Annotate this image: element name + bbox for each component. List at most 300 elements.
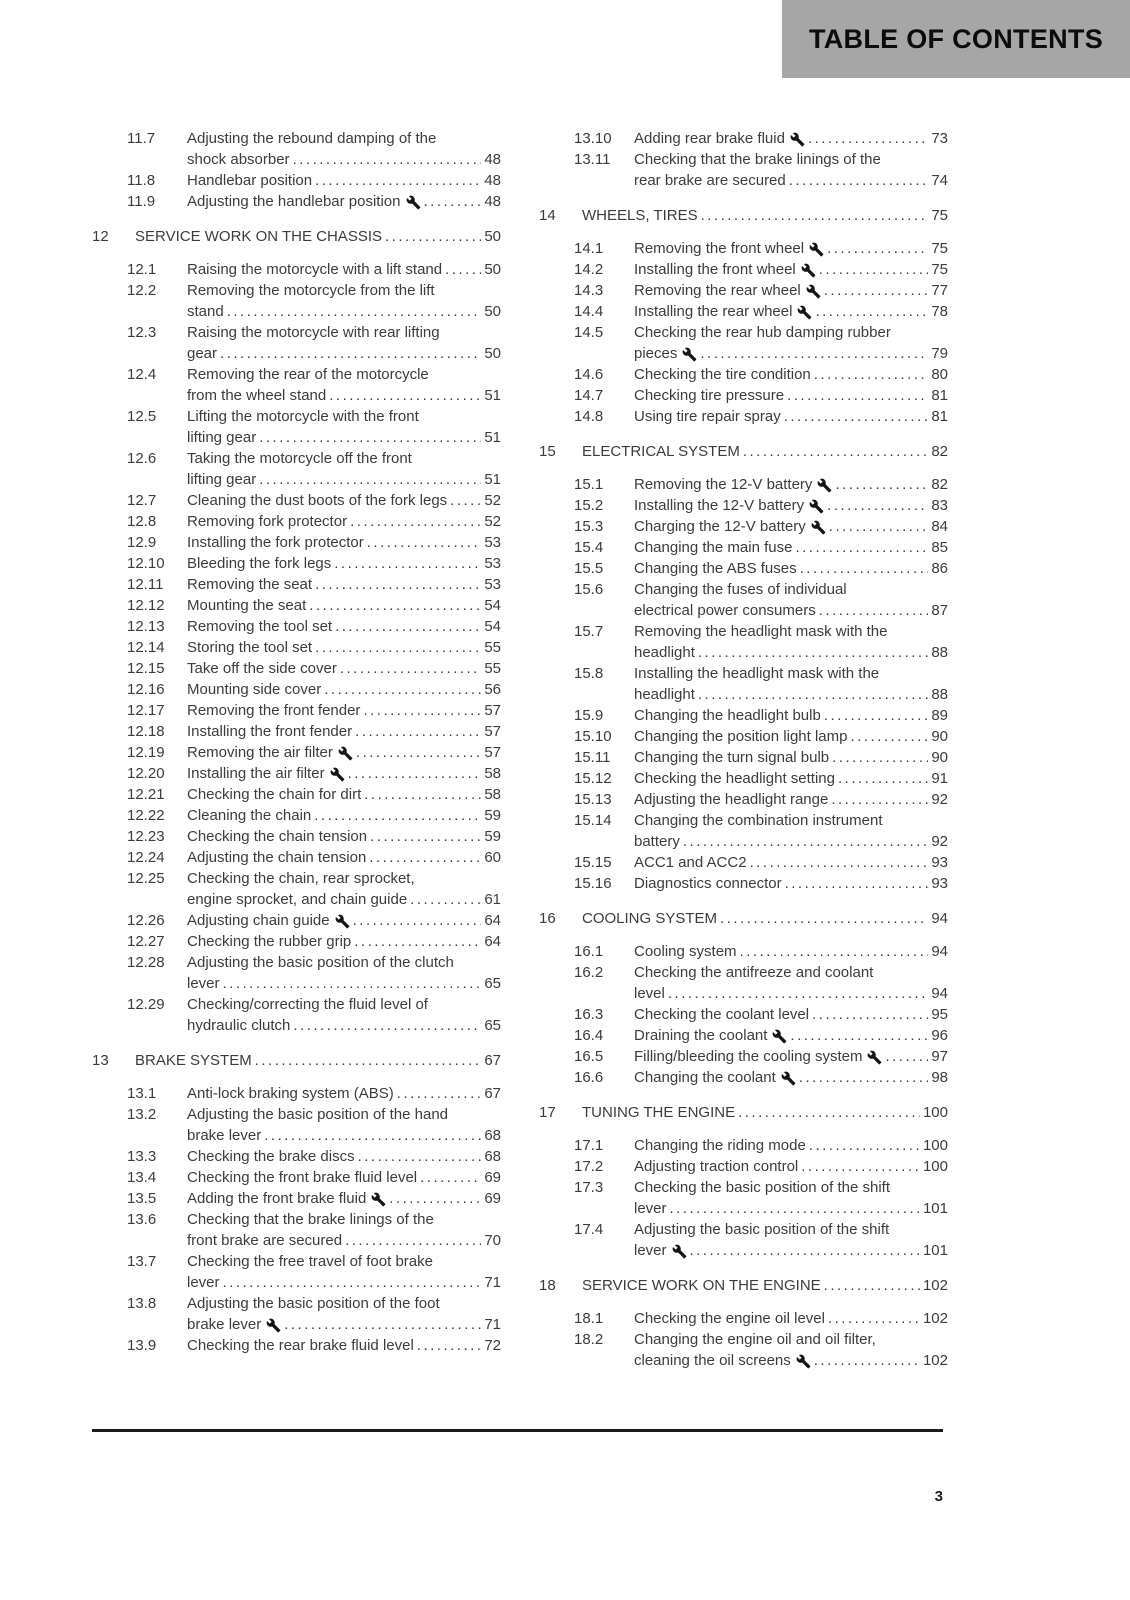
entry-last-line [187, 553, 501, 574]
entry-last-line [187, 679, 501, 700]
entry-last-line [187, 511, 501, 532]
toc-item-row [127, 280, 501, 322]
entry-number: 11.8 [127, 172, 156, 189]
toc-item-row [127, 637, 501, 658]
toc-item-row [574, 873, 948, 894]
toc-item-row [574, 789, 948, 810]
toc-item-row [574, 1025, 948, 1046]
entry-page: 102 [922, 1352, 948, 1369]
entry-body [582, 205, 948, 226]
entry-body [187, 511, 501, 532]
entry-page: 53 [484, 555, 501, 572]
entry-last-line [634, 170, 948, 191]
entry-body [634, 579, 948, 621]
entry-page: 52 [484, 492, 501, 509]
entry-last-line [187, 1188, 501, 1209]
entry-title: Changing the coolant [634, 1069, 776, 1086]
entry-number: 12.8 [127, 513, 157, 530]
entry-last-line [634, 747, 948, 768]
entry-last-line [634, 1067, 948, 1088]
entry-title: Adjusting traction control [634, 1158, 799, 1175]
entry-last-line [187, 805, 501, 826]
wrench-icon [796, 1354, 811, 1369]
dot-leader [701, 205, 929, 226]
entry-number: 15.16 [574, 875, 612, 892]
dot-leader [838, 768, 928, 789]
dot-leader [389, 1188, 481, 1209]
dot-leader [350, 511, 481, 532]
entry-page: 94 [931, 985, 948, 1002]
entry-number: 15.7 [574, 623, 604, 640]
entry-title: TUNING THE ENGINE [582, 1104, 736, 1121]
entry-page: 100 [922, 1104, 948, 1121]
entry-title-line: Removing the rear of the motorcycle [187, 366, 429, 383]
toc-item-row [127, 763, 501, 784]
wrench-icon [406, 195, 421, 210]
entry-title-line: Changing the fuses of individual [634, 581, 847, 598]
entry-last-line [634, 537, 948, 558]
dot-leader [809, 1135, 920, 1156]
entry-title: from the wheel stand [187, 387, 327, 404]
entry-body [634, 873, 948, 894]
toc-item-row [127, 826, 501, 847]
dot-leader [850, 726, 928, 747]
dot-leader [743, 441, 928, 462]
entry-title: level [634, 985, 665, 1002]
entry-body [187, 847, 501, 868]
toc-item-row [574, 621, 948, 663]
entry-page: 79 [931, 345, 948, 362]
wrench-icon [330, 767, 345, 782]
entry-title: Changing the main fuse [634, 539, 793, 556]
entry-last-line [582, 1102, 948, 1123]
toc-item-row [574, 726, 948, 747]
entry-page: 65 [484, 1017, 501, 1034]
dot-leader [315, 170, 481, 191]
dot-leader [814, 1350, 920, 1371]
entry-number: 16.6 [574, 1069, 604, 1086]
entry-number: 17.1 [574, 1137, 604, 1154]
entry-page: 50 [484, 261, 501, 278]
entry-page: 50 [484, 303, 501, 320]
wrench-icon [335, 914, 350, 929]
entry-page: 68 [484, 1148, 501, 1165]
entry-body [187, 448, 501, 490]
entry-body [187, 170, 501, 191]
entry-number: 12.27 [127, 933, 165, 950]
toc-item-row [574, 1046, 948, 1067]
entry-body [582, 1275, 948, 1296]
entry-page: 75 [931, 261, 948, 278]
entry-title: Removing the seat [187, 576, 313, 593]
entry-number: 14.1 [574, 240, 604, 257]
entry-title: Charging the 12-V battery [634, 518, 806, 535]
entry-number: 12.18 [127, 723, 165, 740]
toc-item-row [574, 322, 948, 364]
entry-title-line: Adjusting the basic position of the hand [187, 1106, 449, 1123]
toc-item-row [574, 537, 948, 558]
entry-title-line: Taking the motorcycle off the front [187, 450, 412, 467]
entry-number: 12.4 [127, 366, 157, 383]
entry-page: 48 [484, 151, 501, 168]
entry-number: 12.24 [127, 849, 165, 866]
entry-number: 13.11 [574, 151, 611, 168]
dot-leader [293, 149, 482, 170]
entry-last-line [187, 784, 501, 805]
entry-body [187, 280, 501, 322]
dot-leader [801, 1156, 920, 1177]
entry-page: 90 [931, 749, 948, 766]
entry-last-line [634, 1350, 948, 1371]
entry-title: Changing the position light lamp [634, 728, 848, 745]
entry-last-line [634, 1156, 948, 1177]
dot-leader [700, 343, 928, 364]
toc-item-row [127, 679, 501, 700]
entry-last-line [187, 658, 501, 679]
entry-page: 70 [484, 1232, 501, 1249]
entry-page: 69 [484, 1169, 501, 1186]
entry-number: 17 [539, 1104, 556, 1121]
entry-number: 15.4 [574, 539, 604, 556]
entry-title: Adding the front brake fluid [187, 1190, 367, 1207]
entry-body [187, 637, 501, 658]
entry-title-line: Raising the motorcycle with rear lifting [187, 324, 440, 341]
entry-page: 97 [931, 1048, 948, 1065]
toc-item-row [127, 784, 501, 805]
dot-leader [790, 1025, 928, 1046]
entry-title: Anti-lock braking system (ABS) [187, 1085, 394, 1102]
entry-page: 48 [484, 172, 501, 189]
entry-number: 12.2 [127, 282, 157, 299]
entry-body [634, 941, 948, 962]
entry-body [187, 259, 501, 280]
entry-number: 14.4 [574, 303, 604, 320]
entry-page: 90 [931, 728, 948, 745]
toc-item-row [127, 191, 501, 212]
dot-leader [284, 1314, 481, 1335]
entry-page: 93 [931, 875, 948, 892]
entry-title: Bleeding the fork legs [187, 555, 332, 572]
entry-title: lever [634, 1242, 667, 1259]
toc-item-row [574, 768, 948, 789]
entry-last-line [135, 226, 501, 247]
toc-item-row [127, 952, 501, 994]
entry-title-line: Checking the free travel of foot brake [187, 1253, 433, 1270]
entry-number: 16.4 [574, 1027, 604, 1044]
entry-last-line [634, 558, 948, 579]
entry-number: 13.4 [127, 1169, 157, 1186]
entry-body [187, 1293, 501, 1335]
entry-body [634, 852, 948, 873]
entry-last-line [187, 847, 501, 868]
entry-page: 94 [931, 910, 948, 927]
entry-page: 102 [922, 1310, 948, 1327]
entry-body [187, 490, 501, 511]
dot-leader [420, 1167, 481, 1188]
entry-number: 12.16 [127, 681, 165, 698]
entry-body [634, 364, 948, 385]
entry-body [634, 259, 948, 280]
toc-item-row [127, 1335, 501, 1356]
entry-title: Changing the headlight bulb [634, 707, 821, 724]
dot-leader [356, 742, 481, 763]
dot-leader [800, 558, 929, 579]
entry-body [187, 679, 501, 700]
dot-leader [353, 910, 482, 931]
entry-title: Checking the front brake fluid level [187, 1169, 418, 1186]
entry-title: Removing the rear wheel [634, 282, 801, 299]
entry-page: 51 [484, 471, 501, 488]
entry-body [634, 962, 948, 1004]
entry-last-line [634, 406, 948, 427]
entry-title: SERVICE WORK ON THE ENGINE [582, 1277, 821, 1294]
entry-page: 75 [931, 207, 948, 224]
entry-body [187, 1209, 501, 1251]
entry-title: engine sprocket, and chain guide [187, 891, 408, 908]
entry-title: Removing the tool set [187, 618, 333, 635]
entry-last-line [582, 1275, 948, 1296]
entry-last-line [582, 441, 948, 462]
page-number: 3 [934, 1488, 943, 1505]
entry-number: 12.6 [127, 450, 157, 467]
entry-number: 12.21 [127, 786, 165, 803]
entry-page: 57 [484, 744, 501, 761]
entry-last-line [187, 259, 501, 280]
dot-leader [885, 1046, 928, 1067]
entry-title-line: Changing the combination instrument [634, 812, 883, 829]
entry-number: 18.1 [574, 1310, 604, 1327]
toc-item-row [127, 1167, 501, 1188]
entry-number: 16 [539, 910, 556, 927]
entry-last-line [187, 490, 501, 511]
dot-leader [698, 642, 928, 663]
entry-last-line [634, 1240, 948, 1261]
toc-item-row [127, 490, 501, 511]
entry-body [634, 747, 948, 768]
toc-section-row [539, 205, 948, 226]
entry-last-line [582, 908, 948, 929]
dot-leader [293, 1015, 481, 1036]
entry-body [634, 1219, 948, 1261]
entry-body [187, 742, 501, 763]
entry-title: Checking the engine oil level [634, 1310, 825, 1327]
dot-leader [785, 873, 929, 894]
entry-last-line [634, 789, 948, 810]
dot-leader [348, 763, 482, 784]
entry-last-line [187, 301, 501, 322]
entry-body [187, 1335, 501, 1356]
entry-body [634, 768, 948, 789]
entry-page: 80 [931, 366, 948, 383]
entry-body [634, 149, 948, 191]
entry-title: lever [634, 1200, 667, 1217]
entry-title-line: Lifting the motorcycle with the front [187, 408, 419, 425]
entry-page: 95 [931, 1006, 948, 1023]
entry-number: 13.8 [127, 1295, 157, 1312]
dot-leader [828, 1308, 920, 1329]
entry-body [634, 810, 948, 852]
entry-page: 72 [484, 1337, 501, 1354]
entry-number: 12.28 [127, 954, 165, 971]
entry-number: 17.4 [574, 1221, 604, 1238]
wrench-icon [781, 1071, 796, 1086]
entry-title: Take off the side cover [187, 660, 337, 677]
toc-item-row [127, 128, 501, 170]
toc-item-row [127, 1104, 501, 1146]
entry-last-line [634, 852, 948, 873]
toc-item-row [127, 721, 501, 742]
dot-leader [445, 259, 481, 280]
entry-last-line [187, 1272, 501, 1293]
dot-leader [315, 637, 481, 658]
toc-item-row [574, 579, 948, 621]
wrench-icon [867, 1050, 882, 1065]
toc-item-row [127, 364, 501, 406]
entry-page: 67 [484, 1052, 501, 1069]
entry-last-line [634, 1198, 948, 1219]
entry-title: Installing the air filter [187, 765, 325, 782]
entry-last-line [582, 205, 948, 226]
toc-section-row [539, 1275, 948, 1296]
entry-number: 14.2 [574, 261, 604, 278]
entry-title-line: Removing the headlight mask with the [634, 623, 888, 640]
wrench-icon [801, 263, 816, 278]
entry-last-line [187, 1167, 501, 1188]
toc-item-row [574, 385, 948, 406]
toc-item-row [127, 574, 501, 595]
entry-body [187, 595, 501, 616]
entry-body [187, 364, 501, 406]
toc-item-row [574, 495, 948, 516]
dot-leader [819, 600, 929, 621]
entry-number: 15.3 [574, 518, 604, 535]
entry-last-line [187, 742, 501, 763]
entry-number: 11.7 [127, 130, 156, 147]
dot-leader [668, 983, 928, 1004]
dot-leader [309, 595, 481, 616]
entry-number: 13.6 [127, 1211, 157, 1228]
entry-last-line [187, 574, 501, 595]
toc-item-row [574, 852, 948, 873]
wrench-icon [338, 746, 353, 761]
entry-body [187, 931, 501, 952]
entry-title: lever [187, 1274, 220, 1291]
entry-number: 15.8 [574, 665, 604, 682]
toc-item-row [127, 406, 501, 448]
entry-number: 12.10 [127, 555, 165, 572]
toc-item-row [574, 1067, 948, 1088]
entry-body [187, 406, 501, 448]
entry-body [187, 763, 501, 784]
toc-item-row [574, 280, 948, 301]
entry-title: pieces [634, 345, 678, 362]
entry-number: 13.7 [127, 1253, 157, 1270]
dot-leader [824, 705, 928, 726]
toc-column-right [539, 128, 948, 1371]
entry-title-line: Adjusting the basic position of the foot [187, 1295, 440, 1312]
entry-title: gear [187, 345, 218, 362]
dot-leader [824, 280, 929, 301]
entry-body [634, 789, 948, 810]
entry-body [187, 1146, 501, 1167]
dot-leader [369, 847, 481, 868]
entry-page: 87 [931, 602, 948, 619]
toc-item-row [574, 406, 948, 427]
toc-item-row [574, 516, 948, 537]
toc-item-row [127, 994, 501, 1036]
dot-leader [264, 1125, 481, 1146]
toc-item-row [574, 962, 948, 1004]
entry-title: Installing the fork protector [187, 534, 364, 551]
entry-body [187, 574, 501, 595]
dot-leader [815, 301, 928, 322]
entry-page: 71 [484, 1274, 501, 1291]
entry-last-line [187, 343, 501, 364]
entry-body [187, 553, 501, 574]
entry-number: 14 [539, 207, 556, 224]
entry-body [634, 495, 948, 516]
toc-item-row [574, 1135, 948, 1156]
entry-number: 13.10 [574, 130, 612, 147]
entry-body [634, 1067, 948, 1088]
entry-number: 12.7 [127, 492, 157, 509]
toc-item-row [127, 1293, 501, 1335]
entry-number: 12.17 [127, 702, 165, 719]
entry-title: Cooling system [634, 943, 737, 960]
dot-leader [720, 908, 928, 929]
toc-item-row [127, 847, 501, 868]
entry-number: 14.6 [574, 366, 604, 383]
entry-number: 15 [539, 443, 556, 460]
entry-title-line: Checking that the brake linings of the [187, 1211, 434, 1228]
entry-title: Storing the tool set [187, 639, 313, 656]
wrench-icon [682, 347, 697, 362]
toc-item-row [127, 805, 501, 826]
entry-page: 92 [931, 833, 948, 850]
dot-leader [329, 385, 481, 406]
entry-title: Checking the chain for dirt [187, 786, 362, 803]
dot-leader [824, 1275, 920, 1296]
entry-page: 48 [484, 193, 501, 210]
entry-page: 55 [484, 660, 501, 677]
entry-page: 81 [931, 387, 948, 404]
entry-body [634, 1329, 948, 1371]
entry-body [187, 1083, 501, 1104]
page-title: TABLE OF CONTENTS [808, 23, 1104, 54]
entry-body [582, 908, 948, 929]
entry-title: stand [187, 303, 224, 320]
entry-page: 59 [484, 828, 501, 845]
toc-item-row [574, 474, 948, 495]
entry-body [634, 1046, 948, 1067]
entry-body [187, 910, 501, 931]
dot-leader [364, 784, 481, 805]
toc-section-row [539, 908, 948, 929]
dot-leader [789, 170, 929, 191]
entry-body [187, 868, 501, 910]
entry-title: COOLING SYSTEM [582, 910, 718, 927]
dot-leader [367, 532, 482, 553]
entry-page: 71 [484, 1316, 501, 1333]
dot-leader [370, 826, 481, 847]
entry-last-line [187, 191, 501, 212]
entry-page: 88 [931, 686, 948, 703]
entry-body [187, 1167, 501, 1188]
entry-title: Checking the brake discs [187, 1148, 355, 1165]
entry-title-line: Adjusting the basic position of the shift [634, 1221, 890, 1238]
toc-item-row [574, 259, 948, 280]
entry-number: 12.5 [127, 408, 157, 425]
